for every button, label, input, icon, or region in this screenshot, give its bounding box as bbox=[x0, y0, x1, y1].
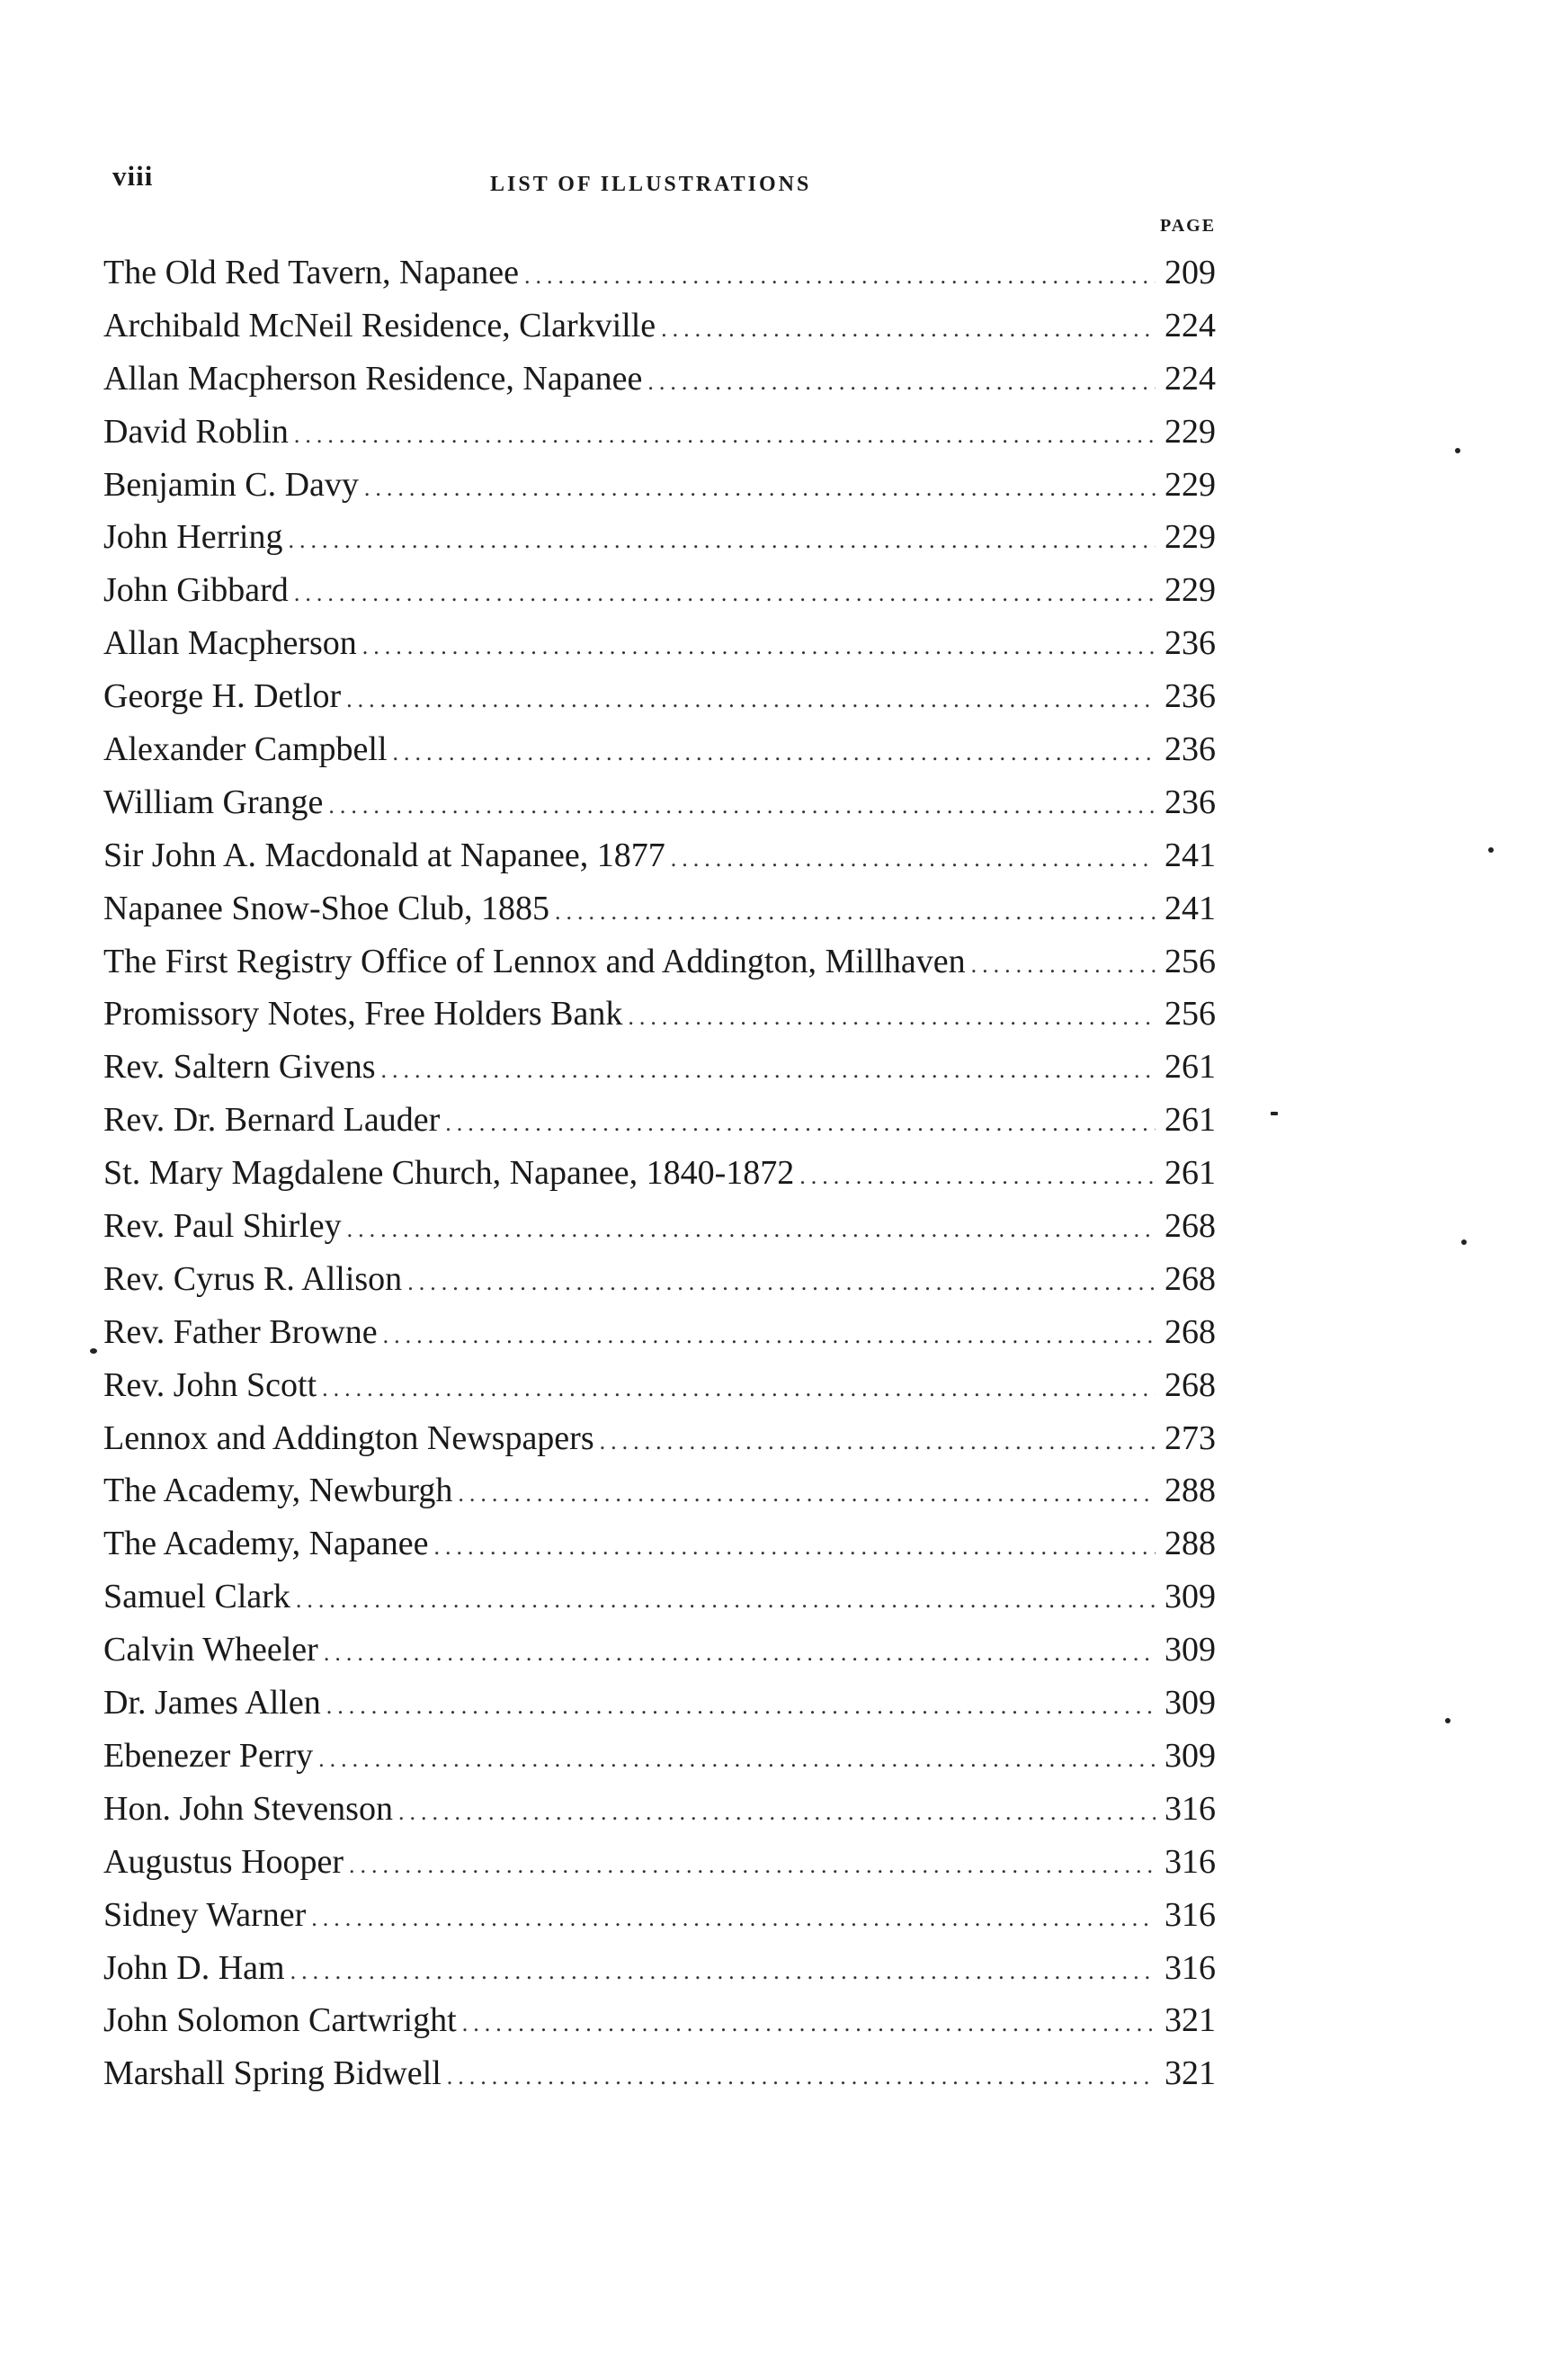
illustration-title: Calvin Wheeler bbox=[103, 1631, 318, 1669]
page-reference: 268 bbox=[1165, 1365, 1216, 1404]
dot-leader bbox=[524, 250, 1156, 303]
illustration-title: William Grange bbox=[103, 783, 324, 821]
illustration-title: Rev. Dr. Bernard Lauder bbox=[103, 1101, 441, 1140]
list-item bbox=[103, 617, 1227, 670]
list-item bbox=[103, 1677, 1227, 1730]
dot-leader bbox=[661, 303, 1156, 356]
dot-leader bbox=[347, 1203, 1156, 1257]
illustration-title: Rev. John Scott bbox=[103, 1365, 317, 1404]
running-head: LIST OF ILLUSTRATIONS bbox=[490, 173, 812, 196]
list-item bbox=[103, 1889, 1227, 1942]
list-item bbox=[103, 1359, 1227, 1412]
page-reference: 261 bbox=[1165, 1048, 1216, 1087]
page-reference: 241 bbox=[1165, 889, 1216, 927]
illustration-title: Allan Macpherson bbox=[103, 624, 357, 663]
list-item bbox=[103, 1517, 1227, 1570]
dot-leader bbox=[322, 1363, 1156, 1416]
dot-leader bbox=[362, 621, 1156, 674]
illustration-title: John Gibbard bbox=[103, 571, 289, 610]
page-reference: 209 bbox=[1165, 254, 1216, 291]
dot-leader bbox=[288, 514, 1156, 568]
list-item bbox=[103, 723, 1227, 776]
dot-leader bbox=[296, 1574, 1156, 1627]
list-item bbox=[103, 2047, 1227, 2100]
page-reference: 261 bbox=[1165, 1154, 1216, 1193]
illustration-title: Rev. Saltern Givens bbox=[103, 1048, 376, 1087]
illustration-title: The First Registry Office of Lennox and Addington, Millhaven bbox=[103, 942, 966, 980]
dot-leader bbox=[799, 1150, 1156, 1203]
illustration-title: Sir John A. Macdonald at Napanee, 1877 bbox=[103, 836, 665, 874]
list-item bbox=[103, 1147, 1227, 1200]
page-reference: 268 bbox=[1165, 1312, 1216, 1351]
page-reference: 288 bbox=[1165, 1472, 1216, 1510]
list-item bbox=[103, 511, 1227, 564]
page-reference: 229 bbox=[1165, 465, 1216, 504]
illustration-title: Augustus Hooper bbox=[103, 1842, 344, 1881]
list-item bbox=[103, 1200, 1227, 1253]
dot-leader bbox=[600, 1416, 1156, 1469]
dot-leader bbox=[398, 1786, 1156, 1839]
page-reference: 224 bbox=[1165, 306, 1216, 344]
scan-speck bbox=[1461, 1239, 1467, 1245]
illustration-title: Benjamin C. Davy bbox=[103, 465, 359, 504]
page-reference: 316 bbox=[1165, 1789, 1216, 1828]
list-item bbox=[103, 1836, 1227, 1889]
illustration-title: John D. Ham bbox=[103, 1948, 285, 1987]
illustration-title: John Herring bbox=[103, 518, 283, 557]
dot-leader bbox=[381, 1044, 1156, 1097]
illustration-title: The Old Red Tavern, Napanee bbox=[103, 254, 519, 291]
page-reference: 236 bbox=[1165, 730, 1216, 769]
scan-speck bbox=[1455, 448, 1460, 453]
illustration-title: Samuel Clark bbox=[103, 1578, 290, 1616]
list-item bbox=[103, 1412, 1227, 1465]
illustration-title: Napanee Snow-Shoe Club, 1885 bbox=[103, 889, 550, 927]
dot-leader bbox=[628, 991, 1156, 1044]
list-item bbox=[103, 1570, 1227, 1624]
dot-leader bbox=[407, 1257, 1156, 1310]
page-reference: 224 bbox=[1165, 359, 1216, 398]
page-reference: 256 bbox=[1165, 942, 1216, 980]
dot-leader bbox=[647, 356, 1156, 409]
illustration-title: Allan Macpherson Residence, Napanee bbox=[103, 359, 643, 398]
illustration-title: George H. Detlor bbox=[103, 677, 342, 716]
list-item bbox=[103, 1464, 1227, 1517]
dot-leader bbox=[555, 886, 1156, 939]
dot-leader bbox=[346, 674, 1156, 727]
list-item bbox=[103, 670, 1227, 723]
page-column-header: PAGE bbox=[1160, 216, 1217, 236]
list-item bbox=[103, 564, 1227, 617]
page-reference: 316 bbox=[1165, 1895, 1216, 1934]
page-reference: 236 bbox=[1165, 783, 1216, 821]
illustration-title: John Solomon Cartwright bbox=[103, 2001, 457, 2040]
list-item bbox=[103, 246, 1227, 300]
illustration-title: Promissory Notes, Free Holders Bank bbox=[103, 995, 623, 1033]
dot-leader bbox=[462, 1998, 1156, 2051]
list-item bbox=[103, 882, 1227, 935]
list-item bbox=[103, 1253, 1227, 1306]
page-reference: 316 bbox=[1165, 1842, 1216, 1881]
list-item bbox=[103, 935, 1227, 989]
illustration-title: St. Mary Magdalene Church, Napanee, 1840-1872 bbox=[103, 1154, 795, 1193]
dot-leader bbox=[324, 1627, 1156, 1680]
list-item bbox=[103, 1306, 1227, 1359]
list-item bbox=[103, 1994, 1227, 2047]
dot-leader bbox=[445, 1097, 1156, 1150]
illustration-title: David Roblin bbox=[103, 412, 289, 451]
dot-leader bbox=[393, 727, 1156, 780]
dot-leader bbox=[328, 780, 1156, 833]
dot-leader bbox=[311, 1892, 1156, 1946]
dot-leader bbox=[326, 1680, 1156, 1733]
list-item bbox=[103, 988, 1227, 1041]
dot-leader bbox=[458, 1468, 1156, 1521]
dot-leader bbox=[434, 1521, 1156, 1574]
list-item bbox=[103, 1624, 1227, 1677]
list-item bbox=[103, 776, 1227, 829]
page-reference: 236 bbox=[1165, 624, 1216, 663]
dot-leader bbox=[364, 462, 1156, 515]
page-reference: 288 bbox=[1165, 1525, 1216, 1563]
page-number: viii bbox=[112, 160, 154, 192]
list-item bbox=[103, 300, 1227, 353]
page-reference: 321 bbox=[1165, 2054, 1216, 2093]
illustration-title: Alexander Campbell bbox=[103, 730, 388, 769]
dot-leader bbox=[349, 1839, 1156, 1892]
page-reference: 309 bbox=[1165, 1684, 1216, 1722]
list-item bbox=[103, 406, 1227, 459]
dot-leader bbox=[383, 1310, 1156, 1363]
page-reference: 309 bbox=[1165, 1631, 1216, 1669]
scan-speck bbox=[1488, 847, 1494, 853]
page-reference: 321 bbox=[1165, 2001, 1216, 2040]
illustration-title: Rev. Cyrus R. Allison bbox=[103, 1259, 403, 1298]
list-item bbox=[103, 1041, 1227, 1094]
illustration-list bbox=[103, 246, 1227, 2100]
list-item bbox=[103, 1094, 1227, 1147]
list-item bbox=[103, 353, 1227, 406]
illustration-title: Dr. James Allen bbox=[103, 1684, 321, 1722]
page-reference: 229 bbox=[1165, 518, 1216, 557]
dot-leader bbox=[290, 1946, 1156, 1999]
illustration-title: Sidney Warner bbox=[103, 1895, 307, 1934]
page-reference: 261 bbox=[1165, 1101, 1216, 1140]
illustration-title: Rev. Paul Shirley bbox=[103, 1207, 342, 1246]
page-reference: 309 bbox=[1165, 1736, 1216, 1775]
list-item bbox=[103, 1730, 1227, 1783]
dot-leader bbox=[294, 409, 1156, 462]
list-item bbox=[103, 459, 1227, 512]
scan-speck bbox=[1271, 1112, 1278, 1115]
illustration-title: Hon. John Stevenson bbox=[103, 1789, 393, 1828]
illustration-title: The Academy, Napanee bbox=[103, 1525, 429, 1563]
illustration-title: Archibald McNeil Residence, Clarkville bbox=[103, 306, 656, 344]
dot-leader bbox=[447, 2051, 1156, 2104]
page-reference: 273 bbox=[1165, 1418, 1216, 1457]
dot-leader bbox=[318, 1733, 1156, 1786]
scan-speck bbox=[1445, 1718, 1450, 1723]
page-reference: 229 bbox=[1165, 412, 1216, 451]
dot-leader bbox=[671, 833, 1156, 886]
list-item bbox=[103, 1783, 1227, 1836]
page-reference: 241 bbox=[1165, 836, 1216, 874]
illustration-title: Ebenezer Perry bbox=[103, 1736, 314, 1775]
illustration-title: Marshall Spring Bidwell bbox=[103, 2054, 442, 2093]
illustration-title: Lennox and Addington Newspapers bbox=[103, 1418, 594, 1457]
dot-leader bbox=[971, 939, 1156, 992]
illustration-title: The Academy, Newburgh bbox=[103, 1472, 453, 1510]
scan-speck bbox=[90, 1348, 97, 1354]
page-reference: 236 bbox=[1165, 677, 1216, 716]
page-reference: 256 bbox=[1165, 995, 1216, 1033]
page-reference: 229 bbox=[1165, 571, 1216, 610]
page-reference: 316 bbox=[1165, 1948, 1216, 1987]
list-item bbox=[103, 1942, 1227, 1995]
dot-leader bbox=[294, 568, 1156, 621]
page-reference: 309 bbox=[1165, 1578, 1216, 1616]
page-reference: 268 bbox=[1165, 1259, 1216, 1298]
illustration-title: Rev. Father Browne bbox=[103, 1312, 378, 1351]
list-item bbox=[103, 829, 1227, 882]
page-reference: 268 bbox=[1165, 1207, 1216, 1246]
